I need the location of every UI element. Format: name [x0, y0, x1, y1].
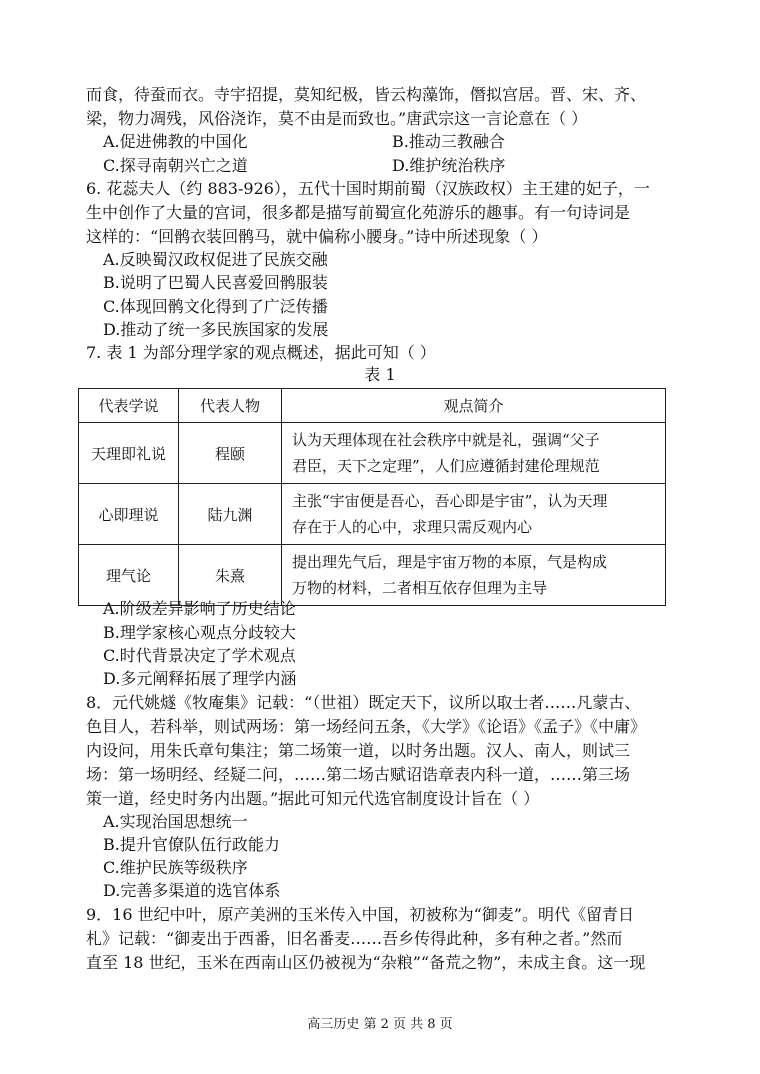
- q6-option-c: C.体现回鹘文化得到了广泛传播: [103, 297, 328, 316]
- q5-stem-line-2: 梁，物力凋残，风俗浇诈，莫不由是而致也。”唐武宗这一言论意在（ ）: [86, 109, 588, 128]
- q8-stem-line-2: 色目人，若科举，则试两场：第一场经问五条，《大学》《论语》《孟子》《中庸》: [86, 717, 647, 736]
- q6-option-d: D.推动了统一多民族国家的发展: [103, 320, 329, 339]
- person-cell: 程颐: [179, 423, 282, 484]
- q7-stem: 7. 表 1 为部分理学家的观点概述，据此可知（ ）: [86, 343, 436, 362]
- description-line: 认为天理体现在社会秩序中就是礼，强调“父子: [292, 431, 600, 449]
- q8-stem-line-4: 场：第一场明经、经疑二问，……第二场古赋诏诰章表内科一道，……第三场: [86, 765, 631, 784]
- q7-option-d: D.多元阐释拓展了理学内涵: [103, 669, 297, 688]
- person-cell: 朱熹: [179, 545, 282, 606]
- table-header-row: [79, 389, 666, 423]
- q8-option-b: B.提升官僚队伍行政能力: [103, 835, 280, 854]
- q7-option-c: C.时代背景决定了学术观点: [103, 646, 296, 665]
- q8-option-a: A.实现治国思想统一: [103, 812, 248, 831]
- q9-stem-line-3: 直至 18 世纪，玉米在西南山区仍被视为“杂粮”“备荒之物”，未成主食。这一现: [86, 953, 646, 972]
- q8-stem-line-5: 策一道，经史时务内出题。”据此可知元代选官制度设计旨在（ ）: [86, 789, 540, 808]
- q7-option-a: A.阶级差异影响了历史结论: [103, 599, 296, 618]
- q6-stem-line-3: 这样的：“回鹘衣装回鹘马，就中偏称小腰身。”诗中所述现象（ ）: [86, 227, 548, 246]
- table-row: [79, 484, 666, 545]
- description-cell: [282, 484, 666, 545]
- school-cell: 心即理说: [79, 484, 179, 545]
- q5-option-c: C.探寻南朝兴亡之道: [103, 156, 248, 175]
- description-cell: [282, 423, 666, 484]
- q8-stem-line-1: 8．元代姚燧《牧庵集》记载：“（世祖）既定天下，议所以取士者……凡蒙古、: [86, 693, 641, 712]
- table-row: [79, 423, 666, 484]
- q6-stem-line-1: 6. 花蕊夫人（约 883-926），五代十国时期前蜀（汉族政权）主王建的妃子，一: [86, 179, 650, 198]
- q9-stem-line-1: 9．16 世纪中叶，原产美洲的玉米传入中国，初被称为“御麦”。明代《留青日: [86, 905, 634, 924]
- description-line: 主张“宇宙便是吾心，吾心即是宇宙”，认为天理: [292, 492, 608, 510]
- q6-stem-line-2: 生中创作了大量的宫词，很多都是描写前蜀宣化苑游乐的趣事。有一句诗词是: [86, 203, 631, 222]
- school-cell: 天理即礼说: [79, 423, 179, 484]
- description-line: 存在于人的心中，求理只需反观内心: [292, 518, 533, 536]
- description-line: 万物的材料，二者相互依存但理为主导: [292, 579, 548, 597]
- q9-stem-line-2: 札》记载：“御麦出于西番，旧名番麦……吾乡传得此种，多有种之者。”然而: [86, 929, 623, 948]
- description-cell: [282, 545, 666, 606]
- person-cell: 陆九渊: [179, 484, 282, 545]
- school-cell: 理气论: [79, 545, 179, 606]
- q5-option-b: B.推动三教融合: [392, 132, 505, 151]
- q8-option-d: D.完善多渠道的选官体系: [103, 881, 281, 900]
- q6-option-a: A.反映蜀汉政权促进了民族交融: [103, 250, 328, 269]
- q7-option-b: B.理学家核心观点分歧较大: [103, 623, 296, 642]
- q5-option-a: A.促进佛教的中国化: [103, 132, 248, 151]
- table-row: [79, 545, 666, 606]
- q8-option-c: C.维护民族等级秩序: [103, 858, 248, 877]
- table-header-cell: 观点简介: [282, 389, 666, 423]
- page-footer: 高三历史 第 2 页 共 8 页: [307, 1017, 453, 1032]
- q6-option-b: B.说明了巴蜀人民喜爱回鹘服装: [103, 273, 328, 292]
- description-line: 君臣，天下之定理”，人们应遵循封建伦理规范: [292, 457, 600, 475]
- table-header-cell: 代表人物: [179, 389, 282, 423]
- viewpoint-table: [78, 388, 666, 606]
- q8-stem-line-3: 内设问，用朱氏章句集注；第二场策一道，以时务出题。汉人、南人，则试三: [86, 741, 631, 760]
- description-line: 提出理先气后，理是宇宙万物的本原，气是构成: [292, 553, 608, 571]
- q5-option-d: D.维护统治秩序: [392, 156, 506, 175]
- q5-stem-line-1: 而食，待蚕而衣。寺宇招提，莫知纪极，皆云构藻饰，僭拟宫居。晋、宋、齐、: [86, 85, 647, 104]
- table-header-cell: 代表学说: [79, 389, 179, 423]
- table-caption: 表 1: [364, 365, 396, 384]
